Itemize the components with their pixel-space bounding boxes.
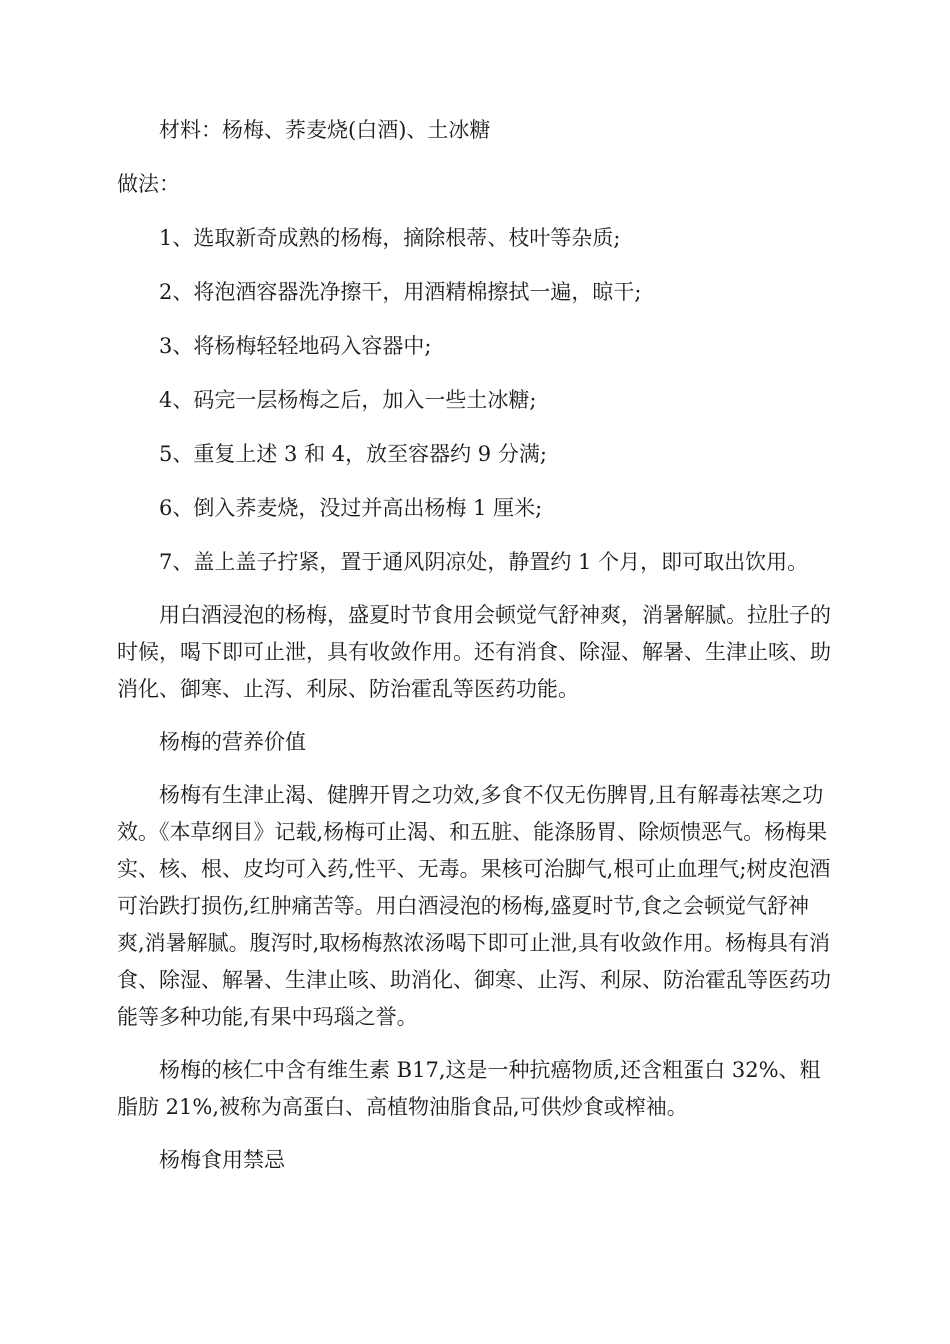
materials-line: 材料：杨梅、荞麦烧(白酒)、土冰糖 — [159, 118, 491, 142]
taboo-heading: 杨梅食用禁忌 — [159, 1148, 285, 1172]
step-7: 7、盖上盖子拧紧，置于通风阴凉处，静置约 1 个月，即可取出饮用。 — [159, 550, 809, 574]
step-6: 6、倒入荞麦烧，没过并高出杨梅 1 厘米; — [159, 496, 543, 520]
step-2: 2、将泡酒容器洗净擦干，用酒精棉擦拭一遍，晾干; — [159, 280, 642, 304]
nutrition-heading: 杨梅的营养价值 — [159, 730, 306, 754]
benefit-paragraph: 用白酒浸泡的杨梅，盛夏时节食用会顿觉气舒神爽，消暑解腻。拉肚子的时候，喝下即可止泄，具有收敛作用。还有消食、除湿、解暑、生津止咳、助消化、御寒、止泻、利尿、防治霍乱等医药功能。 — [117, 603, 831, 701]
step-4: 4、码完一层杨梅之后，加入一些土冰糖; — [159, 388, 537, 412]
step-1: 1、选取新奇成熟的杨梅，摘除根蒂、枝叶等杂质; — [159, 226, 621, 250]
document-body — [117, 112, 833, 1179]
step-3: 3、将杨梅轻轻地码入容器中; — [159, 334, 432, 358]
nutrition-paragraph: 杨梅有生津止渴、健脾开胃之功效,多食不仅无伤脾胃,且有解毒祛寒之功效。《本草纲目》记载,杨梅可止渴、和五脏、能涤肠胃、除烦愦恶气。杨梅果实、核、根、皮均可入药,性平、无毒。果核可治脚气,根可止血理气;树皮泡酒可治跌打损伤,红肿痛苦等。用白酒浸泡的杨梅,盛夏时节,食之会顿觉气舒神爽,消暑解腻。腹泻时,取杨梅熬浓汤喝下即可止泄,具有收敛作用。杨梅具有消食、除湿、解暑、生津止咳、助消化、御寒、止泻、利尿、防治霍乱等医药功能等多种功能,有果中玛瑙之誉。 — [117, 783, 831, 1029]
kernel-paragraph: 杨梅的核仁中含有维生素 B17,这是一种抗癌物质,还含粗蛋白 32%、粗脂肪 21%,被称为高蛋白、高植物油脂食品,可供炒食或榨袖。 — [117, 1058, 821, 1119]
method-heading: 做法： — [117, 172, 180, 196]
step-5: 5、重复上述 3 和 4，放至容器约 9 分满; — [159, 442, 547, 466]
